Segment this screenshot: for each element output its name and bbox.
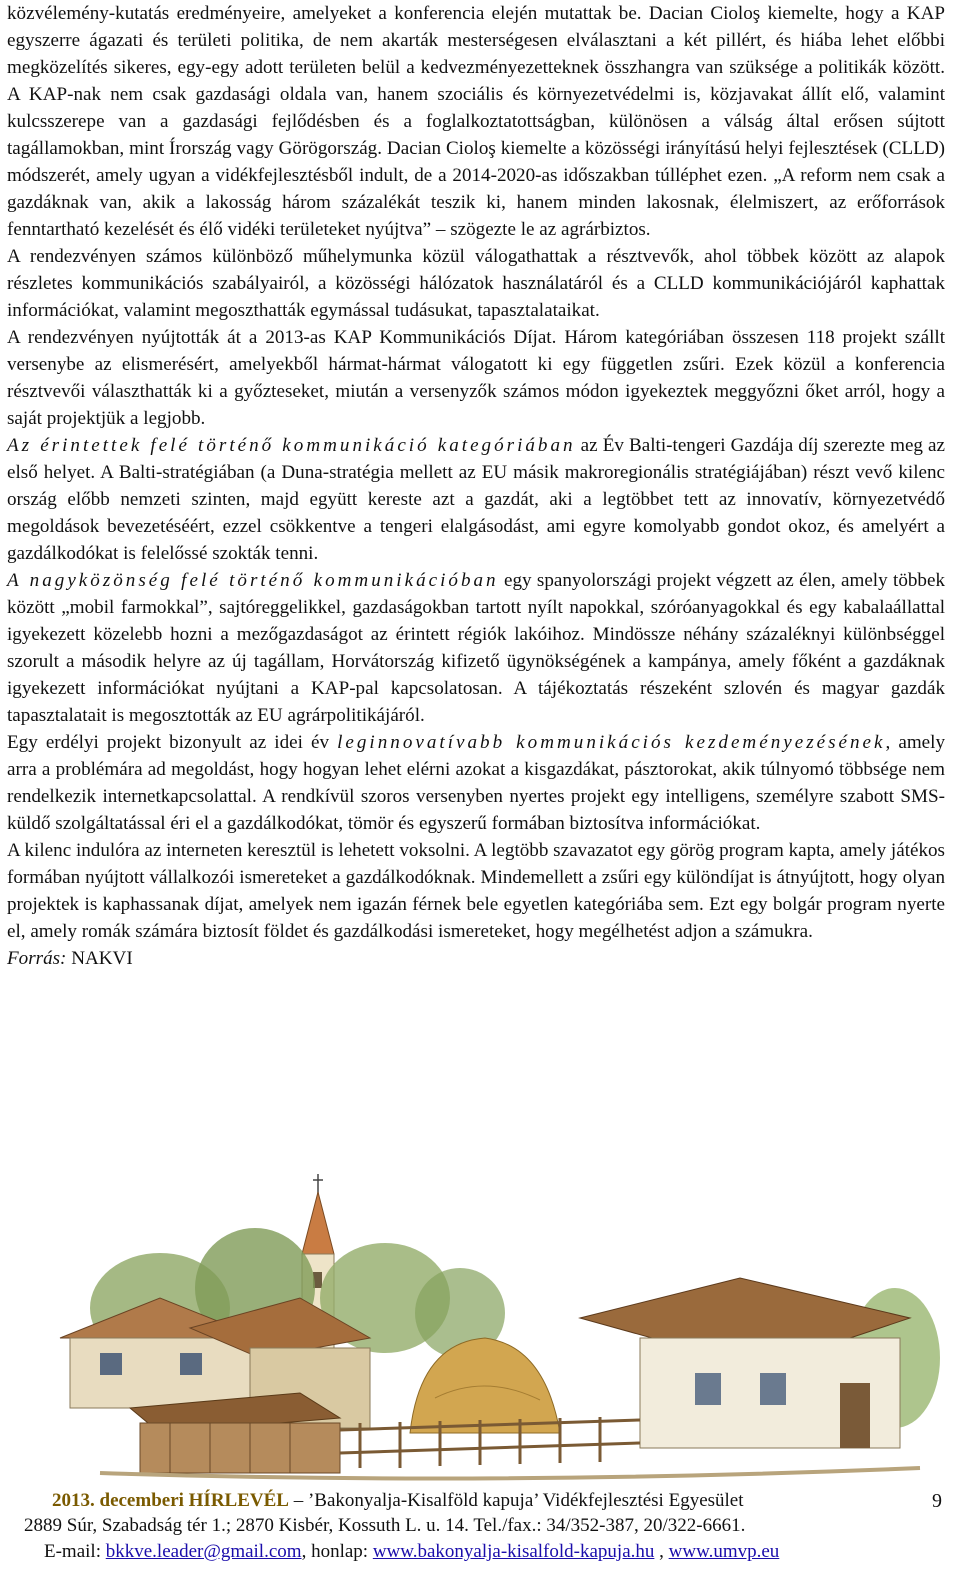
source-value: NAKVI xyxy=(66,948,133,969)
email-label: E-mail: xyxy=(44,1541,106,1562)
footer-address: 2889 Súr, Szabadság tér 1.; 2870 Kisbér, Kossuth L. u. 14. Tel./fax.: 34/352-387, 20/322-6661. xyxy=(24,1515,746,1536)
farmhouse xyxy=(580,1278,910,1448)
paragraph-public-category xyxy=(7,567,945,729)
category-stakeholder: Az érintettek felé történő kommunikáció kategóriában xyxy=(7,435,576,456)
page-footer xyxy=(0,1488,960,1578)
website-link-2[interactable]: www.umvp.eu xyxy=(668,1541,780,1562)
wooden-shed xyxy=(130,1393,340,1473)
paragraph-online-vote: A kilenc indulóra az interneten keresztül is lehetett voksolni. A legtöbb szavazatot egy görög program kapta, amely játékos formában nyújtott vállalkozói ismereteket a gazdálkodóknak. Mindemellett a zsűri egy különdíjat is átnyújtott, hogy olyan projektek is kaphassanak díjat, amelyek nem igazán férnek bele egyetlen kategóriába sem. Ezt egy bolgár program nyerte el, amely romák számára biztosít földet és gazdálkodási ismereteket, hogy megélhetést adjon a számukra. xyxy=(7,840,945,942)
village-watercolor-illustration xyxy=(40,1168,940,1486)
source-label: Forrás: xyxy=(7,948,67,969)
paragraph-text: , amely arra a problémára ad megoldást, hogy hogyan lehet elérni azokat a kisgazdákat, pásztorokat, akik túlnyomó többsége nem rendelkezik internetkapcsolattal. A rendkívül szoros versenyben nyertes projekt egy intelligens, személyre szabott SMS-küldő szolgáltatással éri el a gazdálkodókat, tömör és egyszerű formában biztosítva információkat. xyxy=(7,732,946,834)
web-label: , honlap: xyxy=(301,1541,373,1562)
paragraph-cap-reform: közvélemény-kutatás eredményeire, amelyeket a konferencia elején mutattak be. Dacian Cioloş kiemelte, hogy a KAP egyszerre ágazati és területi politika, de nem akarták mesterségesen elválasztani a két pillért, és hiába lehet előbbi megközelítés sikeres, egy-egy adott területen belül a kedvezményezetteknek összhangra van szüksége a politikák között. A KAP-nak nem csak gazdasági oldala van, hanem szociális és környezetvédelmi is, közjavakat állít elő, valamint kulcsszerepe van a gazdasági fejlődésben és a foglalkoztatottságban, különösen a válság által erősen sújtott tagállamokban, mint Írország vagy Görögország. Dacian Cioloş kiemelte a közösségi irányítású helyi fejlesztések (CLLD) módszerét, amely ugyan a vidékfejlesztésből indult, de a 2014-2020-as időszakban túlléphet ezen. „A reform nem csak a gazdáknak van, akik a lakosság három százalékát teszik ki, hanem minden lakosnak, élelmiszert, az erőforrások fenntartható kezelését és élő vidéki területeket nyújtva” – szögezte le az agrárbiztos. xyxy=(7,3,945,240)
page-number: 9 xyxy=(932,1490,942,1512)
fence xyxy=(340,1417,640,1468)
organization-name: – ’Bakonyalja-Kisalföld kapuja’ Vidékfejlesztési Egyesület xyxy=(288,1490,744,1511)
email-link[interactable]: bkkve.leader@gmail.com xyxy=(105,1541,302,1562)
paragraph-stakeholder-category xyxy=(7,432,945,567)
paragraph-workshops: A rendezvényen számos különböző műhelymunka közül válogathattak a résztvevők, ahol többek között az alapok részletes kommunikációs szabályairól, a közösségi hálózatok használatáról és a CLLD kommunikációjáról kaphattak információkat, valamint megoszthatták egymással tudásukat, tapasztalataikat. xyxy=(7,246,945,321)
paragraph-text: egy spanyolországi projekt végzett az élen, amely többek között „mobil farmokkal”, sajtóreggelikkel, gazdaságokban tartott nyílt napokkal, szóróanyagokkal és egy kabalaállattal igyekezett közelebb hozni a mezőgazdaságot az érintett régiók lakóihoz. Mindössze néhány százaléknyi különbséggel szorult a második helyre az új tagállam, Horvátország kifizető ügynökségének a kampánya, amely főként a gazdáknak igyekezett információkat nyújtani a KAP-pal kapcsolatosan. A tájékoztatás részeként szlovén és magyar gazdák tapasztalatait is megosztották az EU agrárpolitikájáról. xyxy=(7,570,945,726)
article-body xyxy=(7,0,945,972)
newsletter-title: 2013. decemberi HÍRLEVÉL xyxy=(52,1490,289,1511)
haystack xyxy=(410,1338,560,1433)
paragraph-text: Egy erdélyi projekt bizonyult az idei év xyxy=(7,732,338,753)
footer-contacts xyxy=(44,1541,779,1563)
paragraph-award: A rendezvényen nyújtották át a 2013-as KAP Kommunikációs Díjat. Három kategóriában összesen 118 projekt szállt versenybe az elismerésért, amelyekből hármat-hármat válogatott ki egy független zsűri. Ezek közül a konferencia résztvevői választhatták ki a győzteseket, miután a versenyzők számos módon igyekeztek meggyőzni őket arról, hogy a saját projektjük a legjobb. xyxy=(7,327,945,429)
paragraph-text: az Év Balti-tengeri Gazdája díj szerezte meg az első helyet. A Balti-stratégiában (a Duna-stratégia mellett az EU másik makroregionális stratégiájában) részt vevő kilenc ország előbb nemzeti szinten, majd együtt kereste azt a gazdát, aki a legtöbbet tett az innovatív, környezetvédő megoldások bevezetéséért, ezzel csökkentve a tengeri elalgásodást, ami egyre komolyabb gondot okoz, és amelyért a gazdálkodókat is felelőssé szokták tenni. xyxy=(7,435,946,564)
website-link-1[interactable]: www.bakonyalja-kisalfold-kapuja.hu xyxy=(372,1541,655,1562)
category-public: A nagyközönség felé történő kommunikációban xyxy=(7,570,499,591)
category-innovative: leginnovatívabb kommunikációs kezdeményezésének xyxy=(337,732,886,753)
paragraph-innovative xyxy=(7,729,945,837)
separator: , xyxy=(654,1541,669,1562)
source-line xyxy=(7,945,945,972)
footer-line-title xyxy=(52,1490,744,1512)
